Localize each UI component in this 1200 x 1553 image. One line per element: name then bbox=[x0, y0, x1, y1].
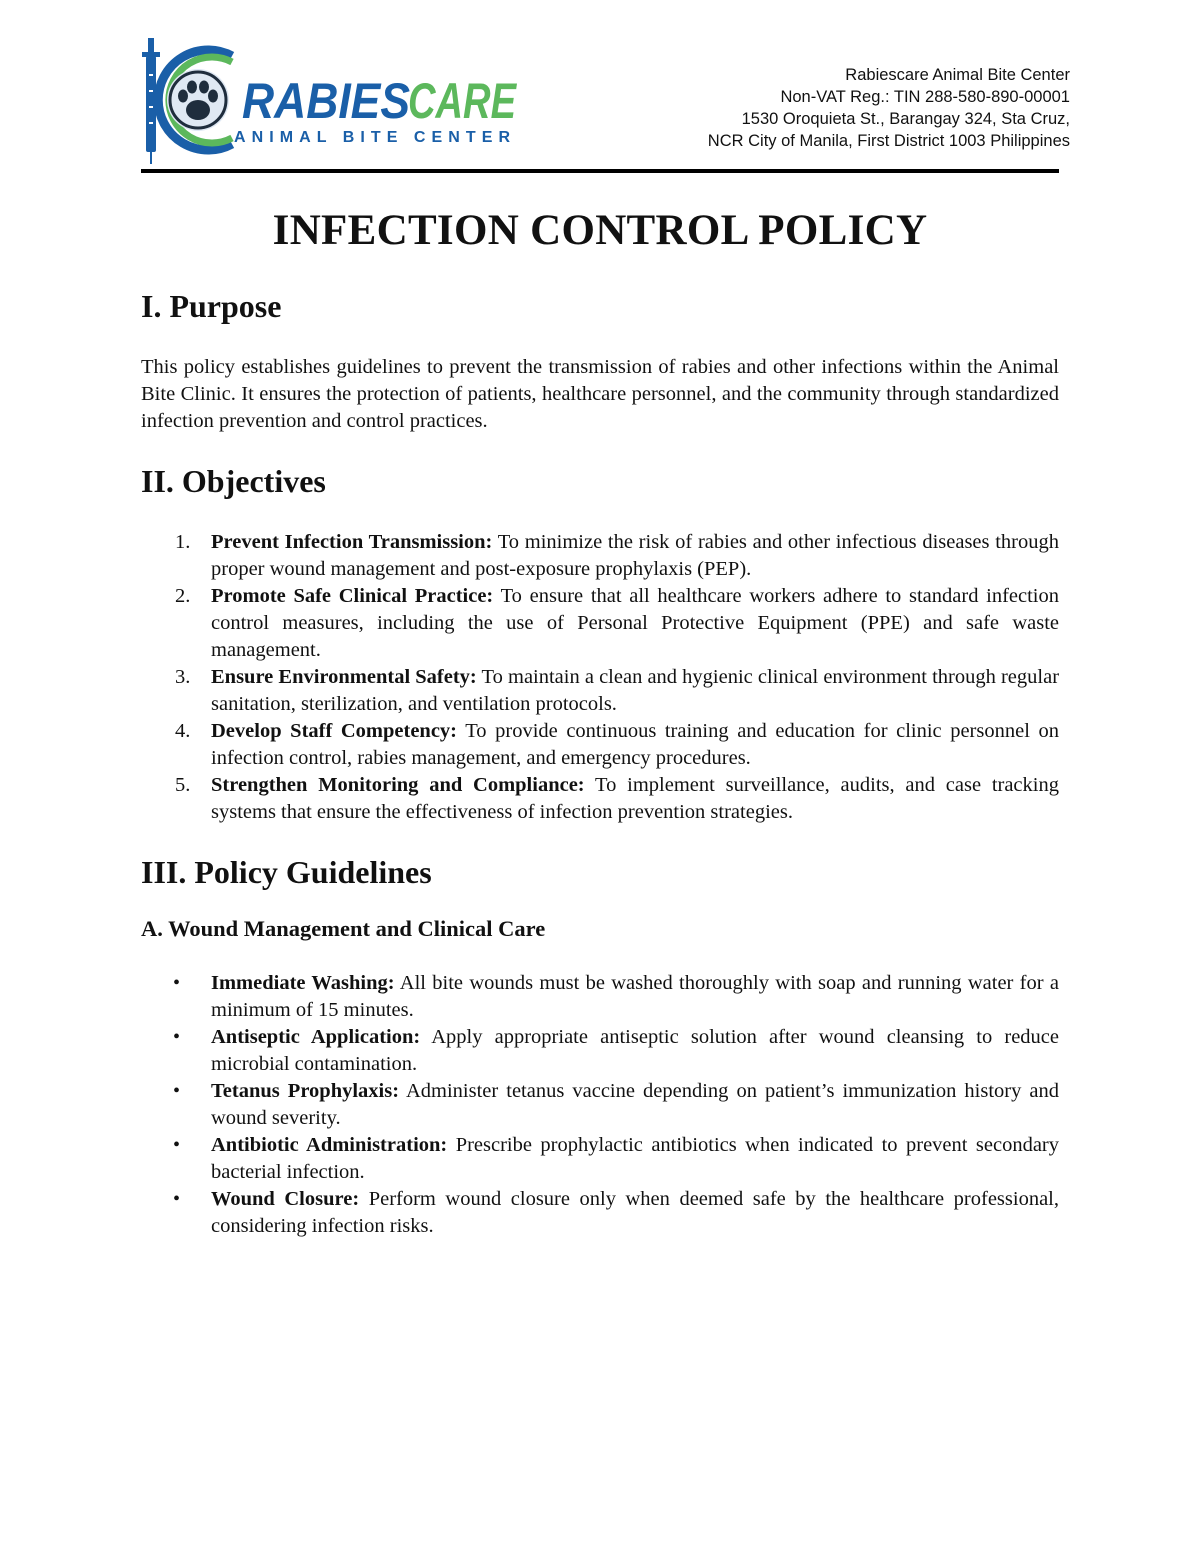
guideline-term: Immediate Washing: bbox=[211, 972, 395, 994]
guideline-text: All bite wounds must be washed thoroughly with soap and running water for a minimum of 15 minutes. bbox=[211, 972, 1059, 1021]
objective-item bbox=[141, 583, 1059, 664]
letterhead-line-street: 1530 Oroquieta St., Barangay 324, Sta Cruz, bbox=[741, 110, 1070, 128]
guideline-term: Antiseptic Application: bbox=[211, 1026, 421, 1048]
guideline-term: Antibiotic Administration: bbox=[211, 1134, 448, 1156]
objective-term: Strengthen Monitoring and Compliance: bbox=[211, 774, 585, 796]
guideline-item bbox=[141, 1132, 1059, 1186]
logo-graphic bbox=[136, 34, 526, 166]
objective-number: 2. bbox=[175, 585, 191, 607]
document-title: INFECTION CONTROL POLICY bbox=[272, 207, 928, 254]
letterhead-header bbox=[0, 0, 1200, 176]
guideline-item bbox=[141, 1186, 1059, 1240]
objective-term: Promote Safe Clinical Practice: bbox=[211, 585, 494, 607]
wound-management-list bbox=[141, 970, 1059, 1240]
bullet-icon: • bbox=[173, 1026, 181, 1048]
bullet-icon: • bbox=[173, 1188, 181, 1210]
objective-number: 1. bbox=[175, 531, 191, 553]
letterhead-line-name: Rabiescare Animal Bite Center bbox=[845, 66, 1070, 84]
guideline-item bbox=[141, 1024, 1059, 1078]
purpose-heading: I. Purpose bbox=[141, 288, 282, 324]
bullet-icon: • bbox=[173, 1134, 181, 1156]
objective-number: 4. bbox=[175, 720, 191, 742]
logo-brand-part1: RABIES bbox=[242, 73, 410, 129]
guideline-term: Wound Closure: bbox=[211, 1188, 360, 1210]
guideline-text: Administer tetanus vaccine depending on patient’s immunization history and wound severity. bbox=[211, 1080, 1059, 1129]
objective-term: Ensure Environmental Safety: bbox=[211, 666, 477, 688]
letterhead-line-tin: Non-VAT Reg.: TIN 288-580-890-00001 bbox=[780, 88, 1070, 106]
letterhead-address bbox=[708, 64, 1070, 152]
purpose-paragraph: This policy establishes guidelines to prevent the transmission of rabies and other infections within the Animal Bite Clinic. It ensures the protection of patients, healthcare personnel, and the community through standardized infection prevention and control practices. bbox=[141, 356, 1059, 432]
objectives-list bbox=[141, 529, 1059, 826]
objective-number: 5. bbox=[175, 774, 191, 796]
objective-item bbox=[141, 664, 1059, 718]
objectives-heading: II. Objectives bbox=[141, 463, 326, 499]
objective-text: To minimize the risk of rabies and other infectious diseases through proper wound management and post-exposure prophylaxis (PEP). bbox=[211, 531, 1059, 580]
paw-ring-icon bbox=[158, 50, 232, 150]
objective-item bbox=[141, 529, 1059, 583]
logo-brand-part2: CARE bbox=[408, 73, 518, 129]
logo-tagline: ANIMAL BITE CENTER bbox=[234, 129, 510, 146]
objective-text: To provide continuous training and education for clinic personnel on infection control, rabies management, and emergency procedures. bbox=[211, 720, 1059, 769]
document-body bbox=[141, 204, 1059, 1240]
header-divider bbox=[141, 169, 1059, 173]
guideline-term: Tetanus Prophylaxis: bbox=[211, 1080, 400, 1102]
objective-item bbox=[141, 772, 1059, 826]
objective-item bbox=[141, 718, 1059, 772]
letterhead-line-city: NCR City of Manila, First District 1003 Philippines bbox=[707, 132, 1070, 150]
guideline-item bbox=[141, 1078, 1059, 1132]
objective-text: To ensure that all healthcare workers adhere to standard infection control measures, including the use of Personal Protective Equipment (PPE) and safe waste management. bbox=[211, 585, 1060, 661]
objective-term: Prevent Infection Transmission: bbox=[211, 531, 493, 553]
guideline-text: Perform wound closure only when deemed safe by the healthcare professional, considering infection risks. bbox=[211, 1188, 1059, 1237]
guideline-item bbox=[141, 970, 1059, 1024]
guidelines-heading: III. Policy Guidelines bbox=[141, 854, 432, 890]
guideline-text: Prescribe prophylactic antibiotics when indicated to prevent secondary bacterial infection. bbox=[211, 1134, 1060, 1183]
rabiescare-logo bbox=[136, 34, 526, 166]
wound-management-heading: A. Wound Management and Clinical Care bbox=[141, 916, 546, 941]
objective-text: To implement surveillance, audits, and case tracking systems that ensure the effectiveness of infection prevention strategies. bbox=[211, 774, 1059, 823]
bullet-icon: • bbox=[173, 972, 181, 994]
guideline-text: Apply appropriate antiseptic solution after wound cleansing to reduce microbial contamination. bbox=[211, 1026, 1059, 1075]
bullet-icon: • bbox=[173, 1080, 181, 1102]
objective-term: Develop Staff Competency: bbox=[211, 720, 458, 742]
objective-number: 3. bbox=[175, 666, 191, 688]
objective-text: To maintain a clean and hygienic clinical environment through regular sanitation, sterilization, and ventilation protocols. bbox=[211, 666, 1060, 715]
